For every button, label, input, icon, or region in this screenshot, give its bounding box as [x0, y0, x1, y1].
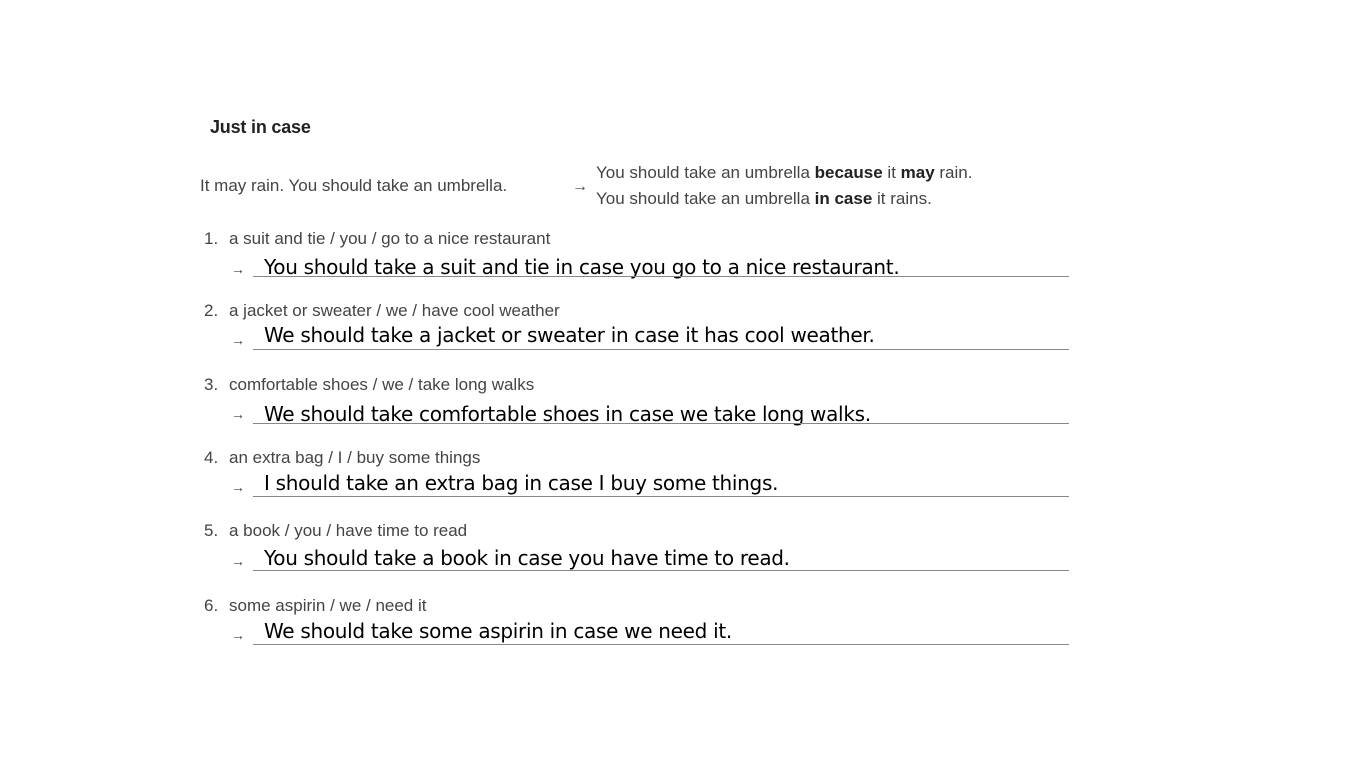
- exercise-item-4: [204, 448, 1074, 498]
- example-line2-pre: You should take an umbrella: [596, 189, 815, 208]
- item-prompt: a suit and tie / you / go to a nice restaurant: [229, 229, 551, 248]
- answer-text[interactable]: We should take comfortable shoes in case we take long walks.: [264, 402, 871, 426]
- example-result-because: [596, 163, 972, 183]
- example-source-sentence: It may rain. You should take an umbrella.: [200, 176, 508, 195]
- example-block: [200, 162, 1100, 212]
- item-number: 6.: [204, 596, 219, 615]
- answer-text[interactable]: I should take an extra bag in case I buy some things.: [264, 471, 779, 495]
- item-number: 2.: [204, 301, 219, 320]
- arrow-icon: →: [231, 332, 245, 348]
- answer-line: [253, 496, 1069, 497]
- example-keyword-in-case: in case: [814, 189, 873, 208]
- exercise-item-2: [204, 301, 1074, 351]
- item-prompt: an extra bag / I / buy some things: [229, 448, 481, 467]
- arrow-icon: →: [231, 627, 245, 643]
- answer-text[interactable]: You should take a suit and tie in case you go to a nice restaurant.: [264, 255, 900, 279]
- answer-line: [253, 349, 1069, 350]
- item-number: 4.: [204, 448, 219, 467]
- item-prompt: a jacket or sweater / we / have cool weather: [229, 301, 560, 320]
- example-result-in-case: [596, 189, 932, 209]
- answer-line: [253, 570, 1069, 571]
- arrow-icon: →: [231, 479, 245, 495]
- answer-line: [253, 276, 1069, 277]
- item-number: 5.: [204, 521, 219, 540]
- exercise-item-1: [204, 229, 1074, 279]
- example-keyword-may: may: [900, 163, 935, 182]
- example-line2-post: it rains.: [872, 189, 932, 208]
- arrow-icon: →: [231, 553, 245, 569]
- worksheet-title: Just in case: [210, 117, 311, 137]
- item-number: 1.: [204, 229, 219, 248]
- answer-text[interactable]: We should take some aspirin in case we need it.: [264, 619, 732, 643]
- answer-text[interactable]: We should take a jacket or sweater in case it has cool weather.: [264, 323, 875, 347]
- arrow-icon: →: [231, 261, 245, 277]
- exercise-item-3: [204, 375, 1074, 425]
- item-prompt: comfortable shoes / we / take long walks: [229, 375, 535, 394]
- answer-text[interactable]: You should take a book in case you have time to read.: [264, 546, 790, 570]
- example-line1-post: rain.: [934, 163, 973, 182]
- example-line1-pre: You should take an umbrella: [596, 163, 815, 182]
- item-number: 3.: [204, 375, 219, 394]
- exercise-item-6: [204, 596, 1074, 646]
- exercise-item-5: [204, 521, 1074, 571]
- item-prompt: a book / you / have time to read: [229, 521, 468, 540]
- example-keyword-because: because: [814, 163, 883, 182]
- item-prompt: some aspirin / we / need it: [229, 596, 427, 615]
- example-line1-mid: it: [882, 163, 901, 182]
- example-arrow-icon: →: [572, 178, 588, 195]
- arrow-icon: →: [231, 406, 245, 422]
- answer-line: [253, 644, 1069, 645]
- answer-line: [253, 423, 1069, 424]
